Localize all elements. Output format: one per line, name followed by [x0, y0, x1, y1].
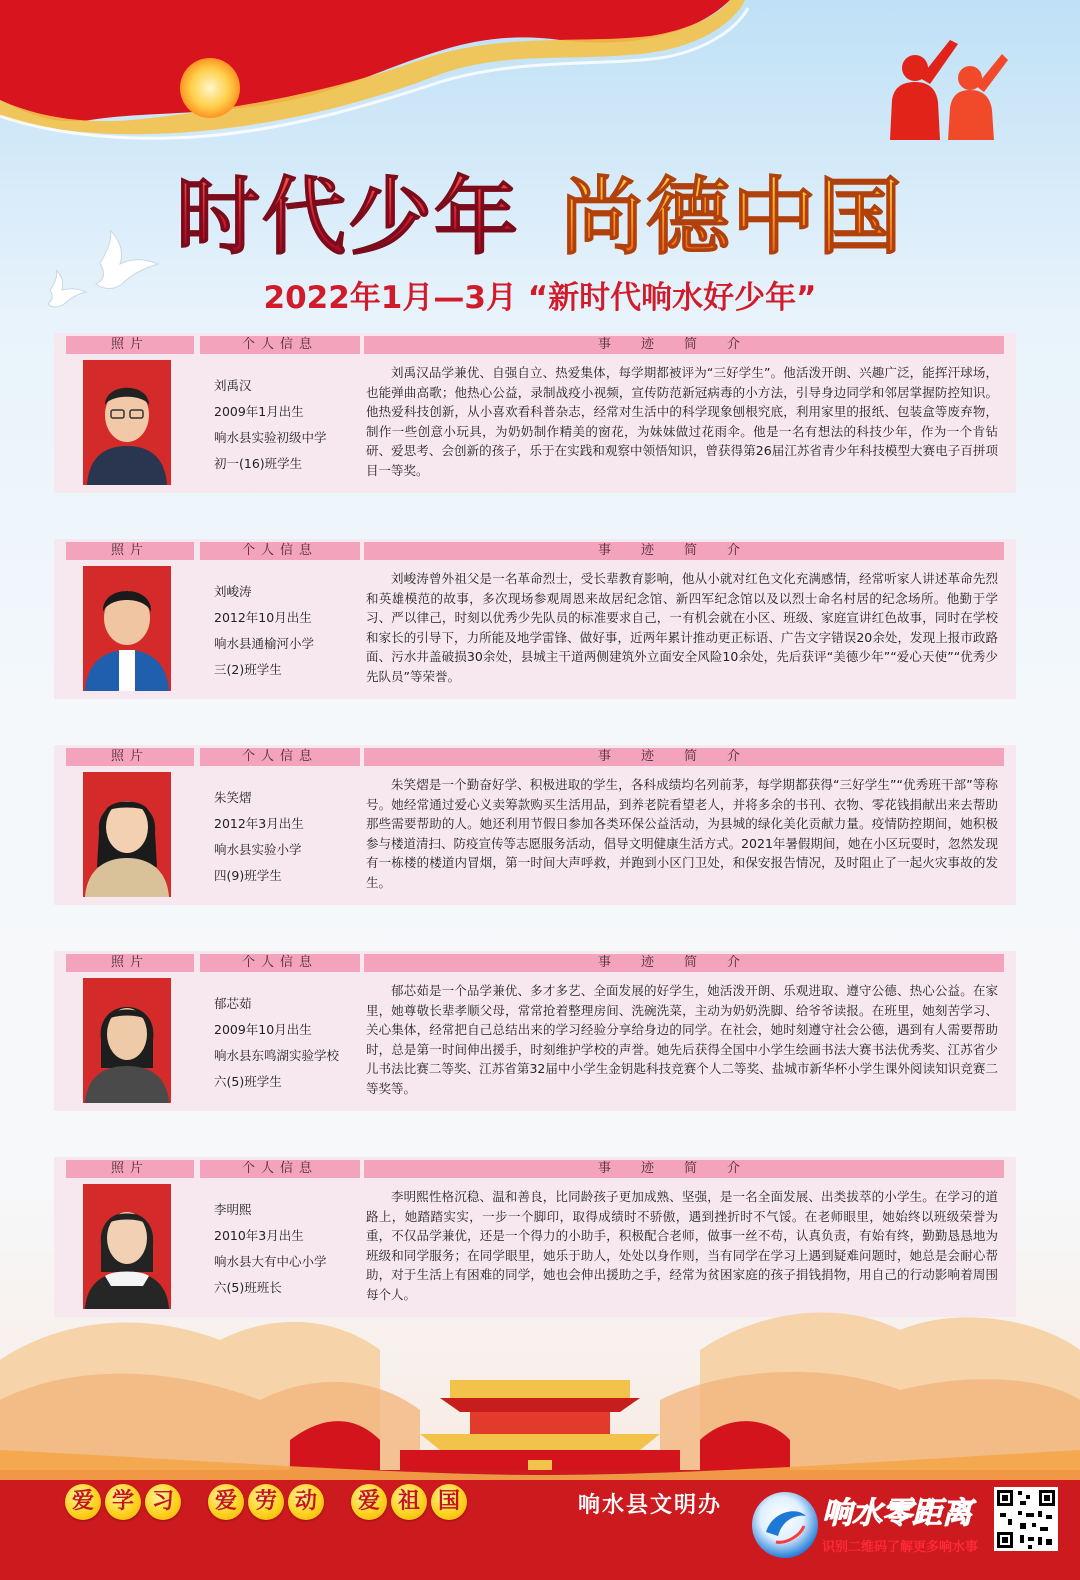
student-photo: [83, 566, 171, 691]
slogan-char: 动: [288, 1484, 324, 1520]
student-photo: [83, 978, 171, 1103]
column-header-deeds: 事迹简介: [364, 748, 1004, 766]
column-header-deeds: 事迹简介: [364, 954, 1004, 972]
slogan-love-country: [351, 1484, 467, 1520]
student-photo: [83, 772, 171, 897]
record-card: [54, 951, 1016, 1111]
student-birth: 2012年3月出生: [214, 816, 304, 831]
student-school: 响水县通榆河小学: [214, 636, 315, 651]
student-class: 六(5)班班长: [214, 1280, 282, 1295]
student-name: 李明熙: [214, 1202, 252, 1217]
slogan-love-labor: [208, 1484, 324, 1520]
student-deeds: 郁芯茹是一个品学兼优、多才多艺、全面发展的好学生，她活泼开朗、乐观进取、遵守公德、热心公益。在家里，她尊敬长辈孝顺父母，常常抢着整理房间、洗碗洗菜，主动为奶奶洗脚、给爷爷读报。在班里，她刻苦学习、关心集体，经常把自己总结出来的学习经验分享给身边的同学。在社会，她时刻遵守社会公德，遇到有人需要帮助时，总是第一时间伸出援手，时刻维护学校的声誉。她先后获得全国中小学生绘画书法大赛书法优秀奖、江苏省少儿书法比赛二等奖、江苏省第32届中小学生金钥匙科技竞赛个人二等奖、盐城市新华杯小学生课外阅读知识竞赛二等奖等。: [366, 983, 998, 1096]
column-header-info: 个人信息: [200, 954, 360, 972]
slogan-char: 学: [105, 1484, 141, 1520]
slogan-char: 劳: [248, 1484, 284, 1520]
student-school: 响水县大有中心小学: [214, 1254, 327, 1269]
student-info: [214, 991, 374, 1095]
column-header-photo: 照片: [66, 954, 194, 972]
saluting-pioneers-silhouette: [870, 30, 1010, 140]
student-deeds: 刘禹汉品学兼优、自强自立、热爱集体，每学期都被评为“三好学生”。他活泼开朗、兴趣广泛，能挥汗球场，也能弹曲高歌；他热心公益，录制战疫小视频，宣传防范新冠病毒的小方法，引导身边同学和邻居掌握防控知识。他热爱科技创新，从小喜欢看科普杂志，经常对生活中的科学现象刨根究底，利用家里的报纸、包装盒等废弃物，制作一些创意小玩具，为奶奶制作精美的窗花，为妹妹做过花雨伞。他是一名有想法的科技少年，作为一个肯钻研、爱思考、会创新的孩子，乐于在实践和观察中领悟知识，曾获得第26届江苏省青少年科技模型大赛电子百拼项目一等奖。: [366, 365, 998, 478]
record-card: [54, 1157, 1016, 1317]
sun-decoration: [180, 58, 240, 118]
student-name: 朱笑熠: [214, 790, 252, 805]
student-school: 响水县东鸣湖实验学校: [214, 1048, 340, 1063]
student-deeds: 李明熙性格沉稳、温和善良，比同龄孩子更加成熟、坚强，是一名全面发展、出类拔萃的小学生。在学习的道路上，她踏踏实实，一步一个脚印，取得成绩时不骄傲，遇到挫折时不气馁。在老师眼里，她始终以班级荣誉为重，不仅品学兼优，还是一个得力的小助手，积极配合老师，做事一丝不苟，认真负责，有始有终，勤勤恳恳地为班级和同学服务；在同学眼里，她乐于助人，处处以身作则，当有同学在学习上遇到疑难问题时，她总是会耐心帮助，对于生活上有困难的同学，她也会伸出援助之手，经常为贫困家庭的孩子捐钱捐物，用自己的行动影响着周围每个人。: [366, 1189, 998, 1302]
student-birth: 2012年10月出生: [214, 610, 312, 625]
slogan-char: 爱: [208, 1484, 244, 1520]
slogan-char: 爱: [65, 1484, 101, 1520]
slogan-char: 祖: [391, 1484, 427, 1520]
student-name: 郁芯茹: [214, 996, 252, 1011]
column-header-deeds: 事迹简介: [364, 542, 1004, 560]
brand-subtitle: 识别二维码了解更多响水事: [822, 1540, 979, 1555]
student-birth: 2010年3月出生: [214, 1228, 304, 1243]
student-school: 响水县实验初级中学: [214, 430, 327, 445]
column-header-photo: 照片: [66, 336, 194, 354]
student-class: 三(2)班学生: [214, 662, 282, 677]
column-header-photo: 照片: [66, 748, 194, 766]
column-header-deeds: 事迹简介: [364, 336, 1004, 354]
student-deeds: 朱笑熠是一个勤奋好学、积极进取的学生，各科成绩均名列前茅，每学期都获得“三好学生”“优秀班干部”等称号。她经常通过爱心义卖筹款购买生活用品，到养老院看望老人，并将多余的书刊、衣物、零花钱捐献出来去帮助那些需要帮助的人。她还利用节假日参加各类环保公益活动，为县城的绿化美化贡献力量。疫情防控期间，她积极参与楼道清扫、防疫宣传等志愿服务活动，倡导文明健康生活方式。2021年暑假期间，她在小区玩耍时，忽然发现有一栋楼的楼道内冒烟，第一时间大声呼救，并跑到小区门卫处，和保安报告情况，及时阻止了一起火灾事故的发生。: [366, 777, 998, 890]
student-class: 六(5)班学生: [214, 1074, 282, 1089]
column-header-info: 个人信息: [200, 1160, 360, 1178]
slogan-char: 国: [431, 1484, 467, 1520]
column-header-photo: 照片: [66, 1160, 194, 1178]
student-photo: [83, 1184, 171, 1309]
student-birth: 2009年10月出生: [214, 1022, 312, 1037]
main-title-part2: 尚德中国: [560, 168, 905, 266]
student-info: [214, 785, 374, 889]
brand-logo-icon: [752, 1492, 818, 1558]
column-header-info: 个人信息: [200, 336, 360, 354]
student-name: 刘峻涛: [214, 584, 252, 599]
student-info: [214, 373, 374, 477]
record-card: [54, 539, 1016, 699]
student-school: 响水县实验小学: [214, 842, 302, 857]
column-header-photo: 照片: [66, 542, 194, 560]
slogan-char: 爱: [351, 1484, 387, 1520]
student-birth: 2009年1月出生: [214, 404, 304, 419]
column-header-info: 个人信息: [200, 748, 360, 766]
column-header-info: 个人信息: [200, 542, 360, 560]
main-title-part1: 时代少年: [175, 168, 520, 266]
student-photo: [83, 360, 171, 485]
student-info: [214, 1197, 374, 1301]
slogan-char: 习: [145, 1484, 181, 1520]
record-card: [54, 333, 1016, 493]
column-header-deeds: 事迹简介: [364, 1160, 1004, 1178]
brand-name: 响水零距离: [822, 1496, 972, 1531]
slogan-love-study: [65, 1484, 181, 1520]
qr-code-icon[interactable]: [994, 1487, 1058, 1551]
organizer-name: 响水县文明办: [578, 1493, 723, 1518]
student-class: 初一(16)班学生: [214, 456, 303, 471]
record-card: [54, 745, 1016, 905]
student-deeds: 刘峻涛曾外祖父是一名革命烈士，受长辈教育影响，他从小就对红色文化充满感情，经常听家人讲述革命先烈和英雄模范的故事，多次现场参观周恩来故居纪念馆、新四军纪念馆以及以烈士命名村居的纪念场所。他勤于学习、严以律己，时刻以优秀少先队员的标准要求自己，一有机会就在小区、班级、家庭宣讲红色故事，同时在学校和家长的引导下，力所能及地学雷锋、做好事，近两年累计推动更正标语、广告文字错误20余处，发现上报市政路面、污水井盖破损30余处，县城主干道两侧建筑外立面安全风险10余处，先后获评“美德少年”“爱心天使”“优秀少先队员”等荣誉。: [366, 571, 998, 684]
subtitle: 2022年1月—3月 “新时代响水好少年”: [263, 280, 817, 316]
student-info: [214, 579, 374, 683]
main-title: [0, 150, 1080, 271]
student-class: 四(9)班学生: [214, 868, 282, 883]
student-name: 刘禹汉: [214, 378, 252, 393]
